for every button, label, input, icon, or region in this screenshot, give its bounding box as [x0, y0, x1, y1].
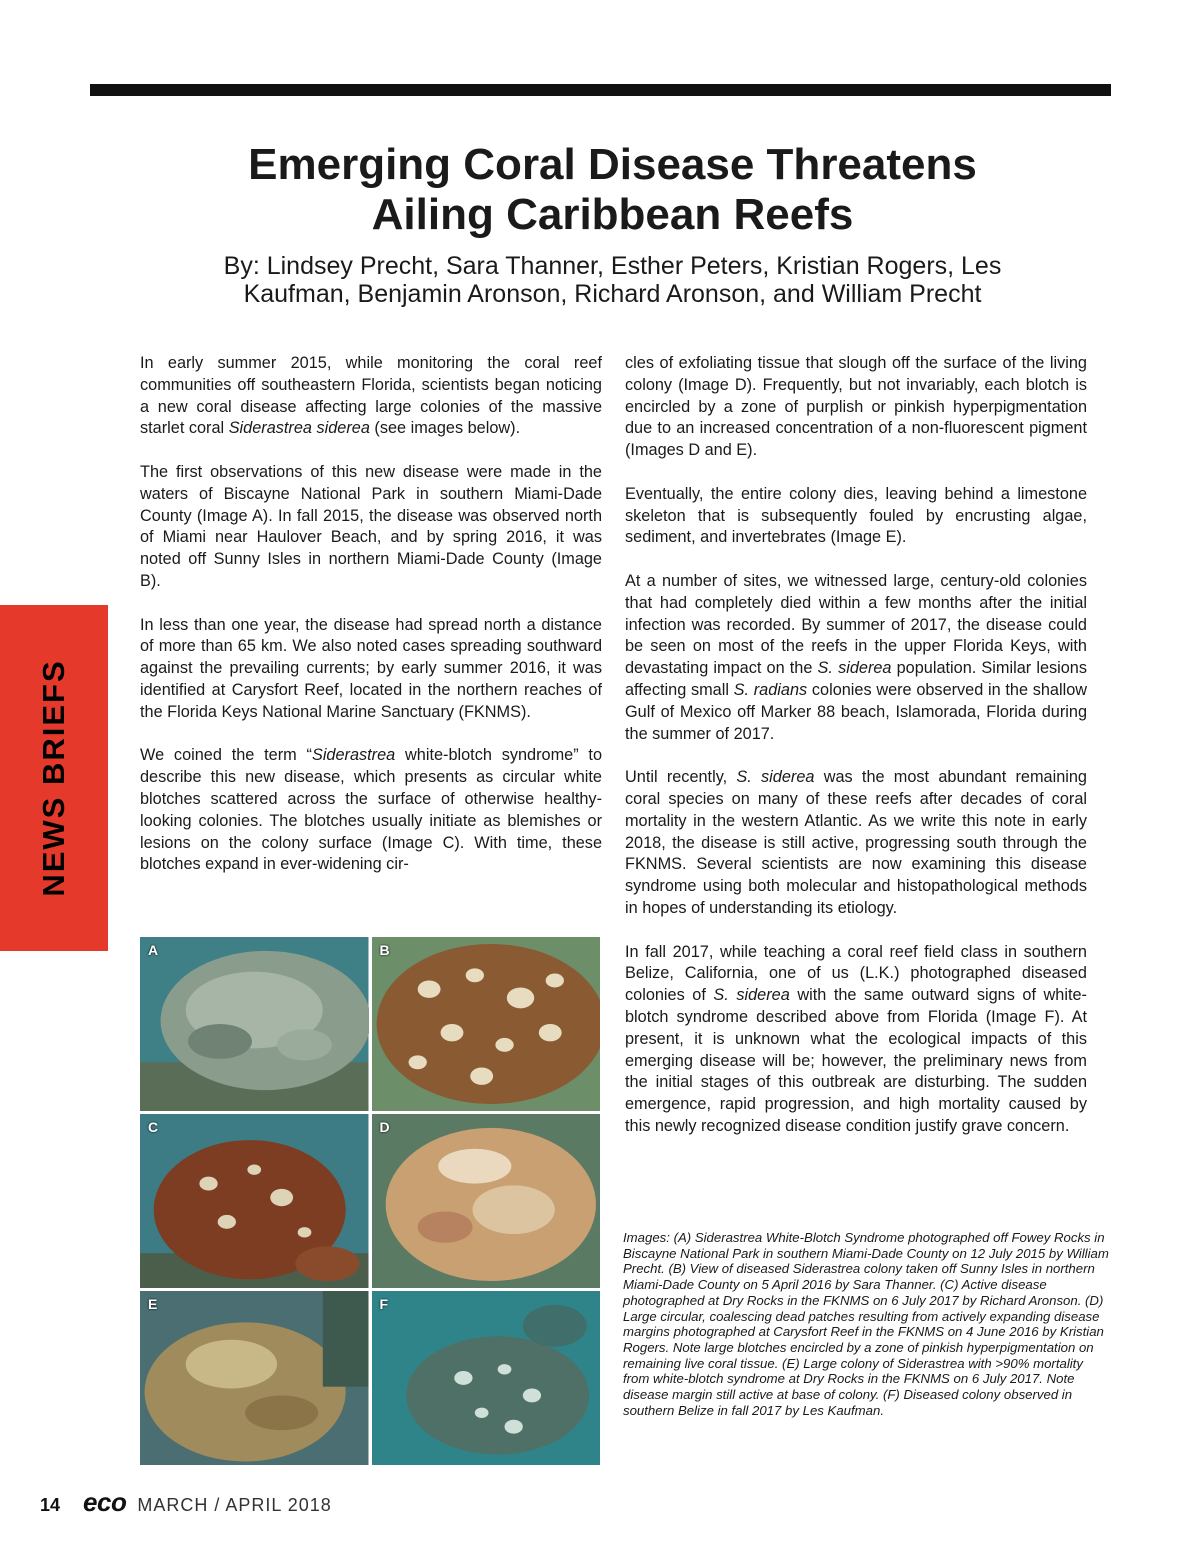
magazine-logo: eco [83, 1487, 127, 1517]
section-tab [0, 605, 108, 951]
paragraph-5: cles of exfoliating tissue that slough off the surface of the living colony (Image D). Frequently, but not invariably, each blotch is encircled by a zone of purplish or pinkish hyperpigmentation due to an increased concentration of a non-fluorescent pigment (Images D and E). [625, 354, 1087, 460]
coral-photo-e [140, 1291, 369, 1465]
paragraph-4: We coined the term “Siderastrea white-blotch syndrome” to describe this new disease, which presents as circular white blotches scattered across the surface of otherwise healthy-looking colonies. The blotches usually initiate as blemishes or lesions on the colony surface (Image C). With time, these blotches expand in ever-widening cir- [140, 746, 602, 874]
photo-letter-e: E [148, 1296, 158, 1312]
byline-line-2: Kaufman, Benjamin Aronson, Richard Aronson, and William Precht [243, 280, 982, 308]
paragraph-1: In early summer 2015, while monitoring the coral reef communities off southeastern Florida, scientists began noticing a new coral disease affecting large colonies of the massive starlet coral Siderastrea siderea (see images below). [140, 354, 602, 438]
photo-caption: Images: (A) Siderastrea White-Blotch Syndrome photographed off Fowey Rocks in Biscayne National Park in southern Miami-Dade County on 12 July 2015 by William Precht. (B) View of diseased Siderastrea colony taken off Sunny Isles in northern Miami-Dade County on 5 April 2016 by Sara Thanner. (C) Active disease photographed at Dry Rocks in the FKNMS on 6 July 2017 by Richard Aronson. (D) Large circular, coalescing dead patches resulting from actively expanding disease margins photographed at Carysfort Reef in the FKNMS on 4 June 2016 by Kristian Rogers. Note large blotches encircled by a zone of pinkish hyperpigmentation on remaining live coral tissue. (E) Large colony of Siderastrea with >90% mortality from white-blotch syndrome at Dry Rocks in the FKNMS on 6 July 2017. Note disease margin still active at base of colony. (F) Diseased colony observed in southern Belize in fall 2017 by Les Kaufman. [623, 1230, 1109, 1418]
article-column-left [140, 353, 602, 876]
photo-letter-b: B [379, 942, 390, 958]
byline [150, 252, 1075, 308]
headline-line-2: Ailing Caribbean Reefs [371, 190, 854, 239]
photo-letter-d: D [379, 1119, 390, 1135]
top-rule [90, 84, 1111, 96]
paragraph-6: Eventually, the entire colony dies, leaving behind a limestone skeleton that is subsequently fouled by encrusting algae, sediment, and invertebrates (Image E). [625, 484, 1087, 547]
coral-photo-grid [140, 937, 600, 1465]
paragraph-3: In less than one year, the disease had spread north a distance of more than 65 km. We also noted cases spreading southward against the prevailing currents; by early summer 2016, it was identified at Carysfort Reef, located in the northern reaches of the Florida Keys National Marine Sanctuary (FKNMS). [140, 615, 602, 721]
coral-photo-f [372, 1291, 601, 1465]
coral-photo-d [372, 1114, 601, 1288]
page-footer [40, 1487, 332, 1518]
paragraph-7: At a number of sites, we witnessed large, century-old colonies that had completely died within a few months after the initial infection was recorded. By summer of 2017, the disease could be seen on most of the reefs in the upper Florida Keys, with devastating impact on the S. siderea population. Similar lesions affecting small S. radians colonies were observed in the shallow Gulf of Mexico off Marker 88 beach, Islamorada, Florida during the summer of 2017. [625, 571, 1088, 743]
byline-line-1: By: Lindsey Precht, Sara Thanner, Esther Peters, Kristian Rogers, Les [223, 252, 1002, 280]
coral-photo-c [140, 1114, 369, 1288]
photo-letter-a: A [148, 942, 159, 958]
article-column-right [625, 353, 1087, 1138]
issue-date: MARCH / APRIL 2018 [137, 1495, 332, 1515]
paragraph-2: The first observations of this new disease were made in the waters of Biscayne National Park in southern Miami-Dade County (Image A). In fall 2015, the disease was observed north of Miami near Haulover Beach, and by spring 2016, it was noted off Sunny Isles in northern Miami-Dade County (Image B). [140, 462, 602, 590]
headline-line-1: Emerging Coral Disease Threatens [248, 140, 977, 189]
coral-photo-a [140, 937, 369, 1111]
photo-letter-c: C [148, 1119, 159, 1135]
paragraph-8: Until recently, S. siderea was the most abundant remaining coral species on many of these reefs after decades of coral mortality in the western Atlantic. As we write this note in early 2018, the disease is still active, progressing south through the FKNMS. Several scientists are now examining this disease syndrome using both molecular and histopathological methods in hopes of understanding its etiology. [625, 768, 1087, 917]
paragraph-9: In fall 2017, while teaching a coral reef field class in southern Belize, California, one of us (L.K.) photographed diseased colonies of S. siderea with the same outward signs of white-blotch syndrome described above from Florida (Image F). At present, it is unknown what the ecological impacts of this emerging disease will be; however, the preliminary news from the initial stages of this outbreak are disturbing. The sudden emergence, rapid progression, and high mortality caused by this newly recognized disease condition justify grave concern. [625, 942, 1087, 1135]
page-number: 14 [40, 1495, 61, 1515]
section-tab-label: NEWS BRIEFS [36, 659, 71, 897]
headline [150, 140, 1075, 240]
photo-letter-f: F [379, 1296, 389, 1312]
coral-photo-b [372, 937, 601, 1111]
